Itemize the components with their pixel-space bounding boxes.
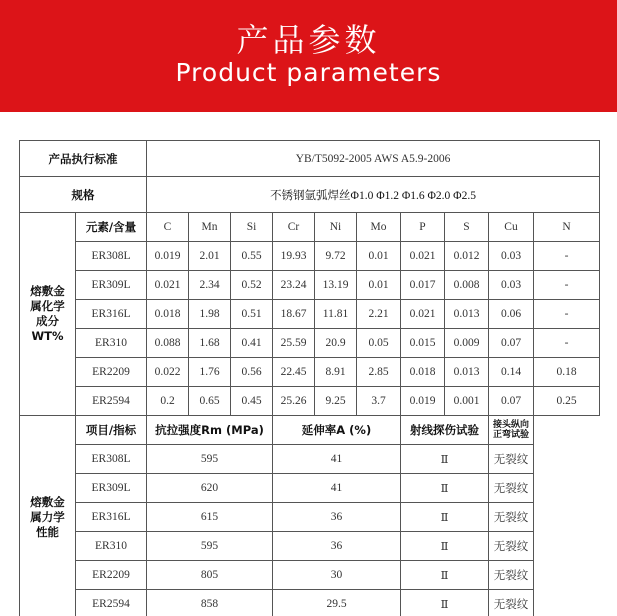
spec-label: 规格 (20, 177, 147, 213)
grade-cell: ER2594 (76, 590, 147, 616)
elongation-cell: 41 (273, 445, 401, 474)
bend-test-cell: 无裂纹 (489, 561, 534, 590)
mechanical-row (20, 532, 600, 561)
bend-test-cell: 无裂纹 (489, 532, 534, 561)
elongation-header: 延伸率A (%) (273, 416, 401, 445)
chemistry-row (20, 387, 600, 416)
composition-cell: 0.03 (489, 271, 534, 300)
composition-cell: 0.088 (147, 329, 189, 358)
tensile-cell: 805 (147, 561, 273, 590)
chemistry-header-row (20, 213, 600, 242)
composition-cell: 20.9 (315, 329, 357, 358)
composition-cell: 2.21 (357, 300, 401, 329)
chemistry-header-label: 元素/含量 (76, 213, 147, 242)
composition-cell: 0.013 (445, 358, 489, 387)
element-header: Ni (315, 213, 357, 242)
composition-cell: 11.81 (315, 300, 357, 329)
chemistry-side-label: 熔敷金 属化学 成分WT% (20, 213, 76, 416)
composition-cell: 2.85 (357, 358, 401, 387)
elongation-cell: 30 (273, 561, 401, 590)
element-header: C (147, 213, 189, 242)
chemistry-row (20, 271, 600, 300)
element-header: Mn (189, 213, 231, 242)
bend-test-cell: 无裂纹 (489, 474, 534, 503)
composition-cell: 0.021 (401, 242, 445, 271)
mechanical-header-row (20, 416, 600, 445)
elongation-cell: 36 (273, 532, 401, 561)
element-header: Cu (489, 213, 534, 242)
grade-cell: ER310 (76, 532, 147, 561)
composition-cell: 0.06 (489, 300, 534, 329)
element-header: S (445, 213, 489, 242)
composition-cell: 0.51 (231, 300, 273, 329)
page-subtitle: Product parameters (175, 58, 442, 87)
mechanical-side-label: 熔敷金 属力学 性能 (20, 416, 76, 616)
composition-cell: 0.01 (357, 242, 401, 271)
bend-test-cell: 无裂纹 (489, 590, 534, 616)
radiographic-header: 射线探伤试验 (401, 416, 489, 445)
mechanical-row (20, 445, 600, 474)
mechanical-row (20, 474, 600, 503)
composition-cell: 9.25 (315, 387, 357, 416)
composition-cell: 0.013 (445, 300, 489, 329)
standard-row (20, 141, 600, 177)
composition-cell: - (534, 271, 600, 300)
header-banner (0, 0, 617, 112)
tensile-cell: 615 (147, 503, 273, 532)
page-title: 产品参数 (236, 21, 381, 59)
standard-value: YB/T5092-2005 AWS A5.9-2006 (147, 141, 600, 177)
composition-cell: 0.019 (147, 242, 189, 271)
composition-cell: 0.017 (401, 271, 445, 300)
composition-cell: 0.008 (445, 271, 489, 300)
mechanical-row (20, 561, 600, 590)
composition-cell: 0.2 (147, 387, 189, 416)
grade-cell: ER309L (76, 271, 147, 300)
composition-cell: 22.45 (273, 358, 315, 387)
element-header: P (401, 213, 445, 242)
mechanical-row (20, 503, 600, 532)
composition-cell: 18.67 (273, 300, 315, 329)
grade-cell: ER308L (76, 242, 147, 271)
parameters-table (19, 140, 600, 616)
composition-cell: 0.021 (147, 271, 189, 300)
composition-cell: 19.93 (273, 242, 315, 271)
composition-cell: 0.022 (147, 358, 189, 387)
composition-cell: 25.59 (273, 329, 315, 358)
composition-cell: 0.14 (489, 358, 534, 387)
composition-cell: 0.05 (357, 329, 401, 358)
composition-cell: 0.25 (534, 387, 600, 416)
composition-cell: 8.91 (315, 358, 357, 387)
bend-test-cell: 无裂纹 (489, 445, 534, 474)
composition-cell: 1.76 (189, 358, 231, 387)
elongation-cell: 36 (273, 503, 401, 532)
composition-cell: 0.45 (231, 387, 273, 416)
mechanical-item-header: 项目/指标 (76, 416, 147, 445)
composition-cell: 23.24 (273, 271, 315, 300)
grade-cell: ER2209 (76, 561, 147, 590)
composition-cell: 0.65 (189, 387, 231, 416)
tensile-cell: 620 (147, 474, 273, 503)
composition-cell: 0.55 (231, 242, 273, 271)
composition-cell: 0.01 (357, 271, 401, 300)
composition-cell: 0.41 (231, 329, 273, 358)
element-header: Cr (273, 213, 315, 242)
grade-cell: ER308L (76, 445, 147, 474)
grade-cell: ER316L (76, 300, 147, 329)
element-header: N (534, 213, 600, 242)
chemistry-row (20, 329, 600, 358)
composition-cell: 0.009 (445, 329, 489, 358)
standard-label: 产品执行标准 (20, 141, 147, 177)
composition-cell: 0.018 (147, 300, 189, 329)
composition-cell: 3.7 (357, 387, 401, 416)
elongation-cell: 41 (273, 474, 401, 503)
composition-cell: 0.56 (231, 358, 273, 387)
composition-cell: 0.07 (489, 329, 534, 358)
radiographic-cell: Ⅱ (401, 590, 489, 616)
radiographic-cell: Ⅱ (401, 474, 489, 503)
composition-cell: 1.68 (189, 329, 231, 358)
composition-cell: - (534, 242, 600, 271)
element-header: Mo (357, 213, 401, 242)
grade-cell: ER2594 (76, 387, 147, 416)
composition-cell: 0.015 (401, 329, 445, 358)
radiographic-cell: Ⅱ (401, 503, 489, 532)
tensile-cell: 858 (147, 590, 273, 616)
composition-cell: 0.012 (445, 242, 489, 271)
radiographic-cell: Ⅱ (401, 445, 489, 474)
composition-cell: - (534, 300, 600, 329)
composition-cell: 0.52 (231, 271, 273, 300)
bend-test-header: 接头纵向 正弯试验 (489, 416, 534, 445)
composition-cell: 0.019 (401, 387, 445, 416)
chemistry-row (20, 300, 600, 329)
grade-cell: ER2209 (76, 358, 147, 387)
bend-test-cell: 无裂纹 (489, 503, 534, 532)
composition-cell: 2.34 (189, 271, 231, 300)
tensile-cell: 595 (147, 532, 273, 561)
chemistry-row (20, 358, 600, 387)
composition-cell: 13.19 (315, 271, 357, 300)
composition-cell: 0.021 (401, 300, 445, 329)
composition-cell: 1.98 (189, 300, 231, 329)
spec-value: 不锈钢氩弧焊丝Φ1.0 Φ1.2 Φ1.6 Φ2.0 Φ2.5 (147, 177, 600, 213)
spec-row (20, 177, 600, 213)
composition-cell: 0.018 (401, 358, 445, 387)
composition-cell: 2.01 (189, 242, 231, 271)
composition-cell: 9.72 (315, 242, 357, 271)
mechanical-row (20, 590, 600, 616)
tensile-header: 抗拉强度Rm (MPa) (147, 416, 273, 445)
grade-cell: ER316L (76, 503, 147, 532)
composition-cell: 0.03 (489, 242, 534, 271)
radiographic-cell: Ⅱ (401, 561, 489, 590)
radiographic-cell: Ⅱ (401, 532, 489, 561)
composition-cell: 25.26 (273, 387, 315, 416)
grade-cell: ER310 (76, 329, 147, 358)
grade-cell: ER309L (76, 474, 147, 503)
elongation-cell: 29.5 (273, 590, 401, 616)
composition-cell: - (534, 329, 600, 358)
composition-cell: 0.07 (489, 387, 534, 416)
composition-cell: 0.001 (445, 387, 489, 416)
composition-cell: 0.18 (534, 358, 600, 387)
chemistry-row (20, 242, 600, 271)
tensile-cell: 595 (147, 445, 273, 474)
element-header: Si (231, 213, 273, 242)
